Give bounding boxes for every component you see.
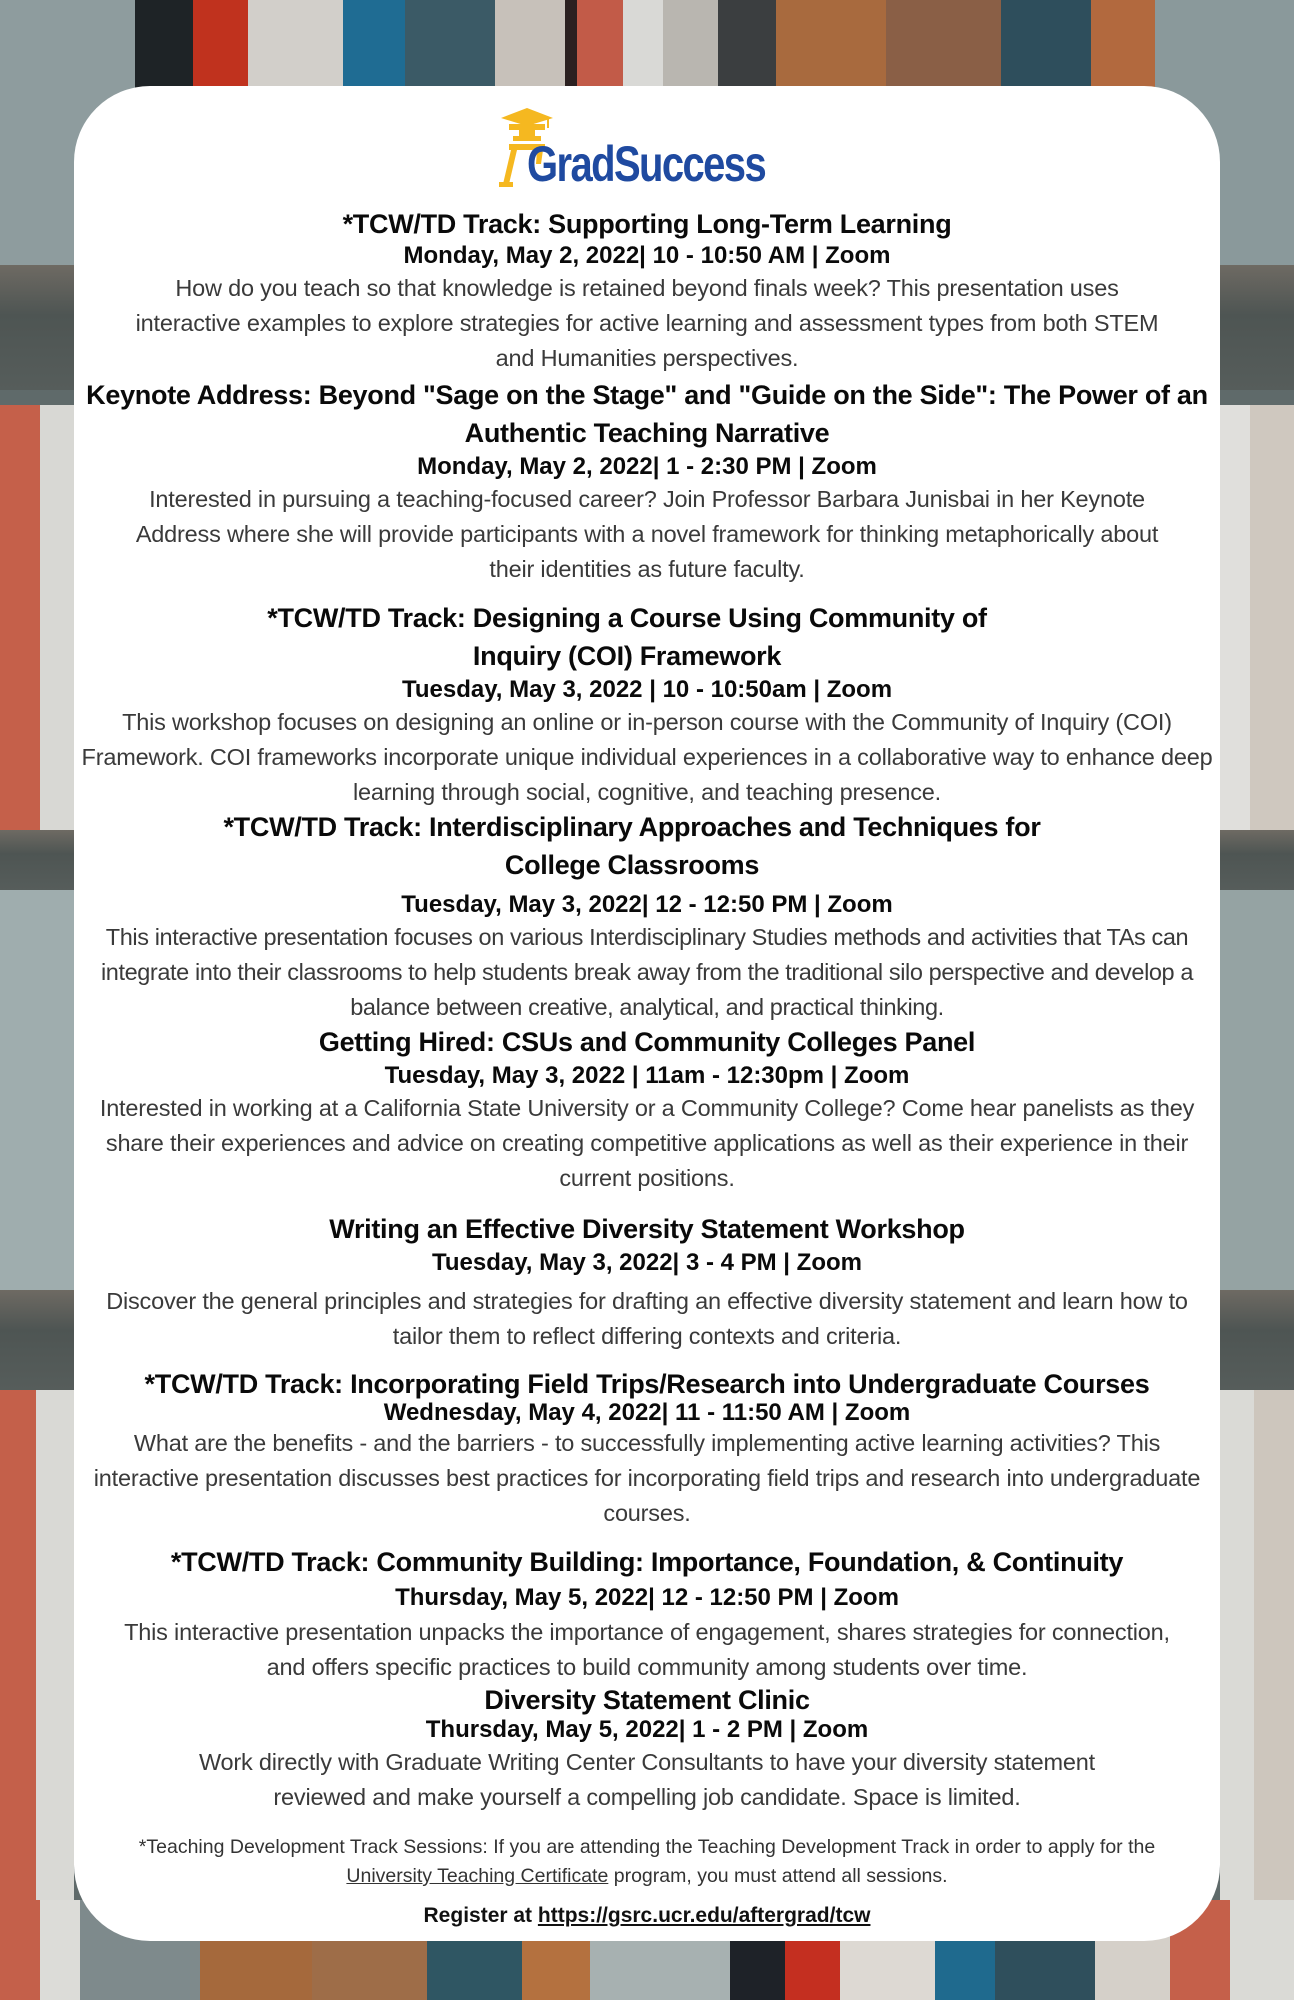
event-item (74, 207, 1220, 376)
event-title: *TCW/TD Track: Interdisciplinary Approaches and Techniques for College Classrooms (223, 812, 1041, 880)
event-flyer-card (74, 86, 1220, 1941)
track-sessions-note (74, 1833, 1220, 1891)
event-title: Writing an Effective Diversity Statement Workshop (329, 1214, 965, 1244)
logo-text: GradSuccess (527, 136, 766, 192)
event-title: Getting Hired: CSUs and Community Colleges Panel (318, 1027, 976, 1057)
event-description: Interested in pursuing a teaching-focused career? Join Professor Barbara Junisbai in her Keynote Address where she will provide participants with a novel framework for thinking metaphorically about their identities as future faculty. (135, 486, 1159, 582)
event-item (74, 1685, 1220, 1815)
event-datetime: Monday, May 2, 2022| 10 - 10:50 AM | Zoom (403, 242, 891, 269)
event-item (74, 1023, 1220, 1196)
event-item (74, 1368, 1220, 1531)
register-line (74, 1901, 1220, 1931)
event-title: *TCW/TD Track: Incorporating Field Trips/Research into Undergraduate Courses (144, 1369, 1150, 1399)
event-description: Work directly with Graduate Writing Center Consultants to have your diversity statement reviewed and make yourself a compelling job candidate. Space is limited. (198, 1749, 1095, 1810)
event-title: *TCW/TD Track: Designing a Course Using Community of Inquiry (COI) Framework (267, 603, 987, 671)
event-item (74, 808, 1220, 1025)
event-datetime: Tuesday, May 3, 2022| 12 - 12:50 PM | Zoom (401, 891, 893, 918)
event-description: How do you teach so that knowledge is retained beyond finals week? This presentation uses interactive examples to explore strategies for active learning and assessment types from both STEM and Humanities perspectives. (135, 275, 1159, 371)
event-description: This interactive presentation unpacks the importance of engagement, shares strategies for connection, and offers specific practices to build community among students over time. (124, 1619, 1170, 1680)
event-description: This workshop focuses on designing an online or in-person course with the Community of Inquiry (COI) Framework. COI frameworks incorporate unique individual experiences in a collaborative way to enhance deep learning through social, cognitive, and teaching presence. (81, 709, 1213, 805)
event-description: What are the benefits - and the barriers - to successfully implementing active learning activities? This interactive presentation discusses best practices for incorporating field trips and research into undergraduate courses. (93, 1430, 1201, 1526)
event-description: Discover the general principles and strategies for drafting an effective diversity statement and learn how to tailor them to reflect differing contexts and criteria. (106, 1288, 1188, 1349)
event-datetime: Thursday, May 5, 2022| 1 - 2 PM | Zoom (425, 1716, 869, 1743)
event-datetime: Tuesday, May 3, 2022| 3 - 4 PM | Zoom (431, 1249, 863, 1276)
event-title: Diversity Statement Clinic (484, 1685, 810, 1715)
note-text: *Teaching Development Track Sessions: If you are attending the Teaching Development Track in order to apply for the (138, 1836, 1156, 1858)
event-datetime: Tuesday, May 3, 2022 | 10 - 10:50am | Zoom (401, 676, 893, 703)
event-description: Interested in working at a California State University or a Community College? Come hear panelists as they share their experiences and advice on creating competitive applications as well as their experience in their current positions. (99, 1095, 1195, 1191)
event-item (74, 376, 1220, 587)
event-description: This interactive presentation focuses on various Interdisciplinary Studies methods and activities that TAs can integrate into their classrooms to help students break away from the traditional silo perspective and develop a balance between creative, analytical, and practical thinking. (100, 924, 1194, 1020)
event-datetime: Wednesday, May 4, 2022| 11 - 11:50 AM | Zoom (383, 1399, 911, 1426)
event-item (74, 1543, 1220, 1685)
event-item (74, 599, 1220, 810)
event-title: *TCW/TD Track: Supporting Long-Term Learning (342, 209, 952, 239)
register-link[interactable]: https://gsrc.ucr.edu/aftergrad/tcw (537, 1904, 871, 1927)
note-text: program, you must attend all sessions. (608, 1865, 948, 1887)
event-title: Keynote Address: Beyond "Sage on the Stage" and "Guide on the Side": The Power of an Authentic Teaching Narrative (86, 380, 1208, 448)
event-datetime: Monday, May 2, 2022| 1 - 2:30 PM | Zoom (417, 453, 877, 480)
event-datetime: Tuesday, May 3, 2022 | 11am - 12:30pm | Zoom (384, 1062, 910, 1089)
event-item (74, 1210, 1220, 1354)
register-label: Register at (423, 1904, 538, 1927)
event-datetime: Thursday, May 5, 2022| 12 - 12:50 PM | Zoom (395, 1584, 899, 1611)
university-teaching-certificate-link[interactable]: University Teaching Certificate (346, 1865, 609, 1887)
event-title: *TCW/TD Track: Community Building: Importance, Foundation, & Continuity (170, 1547, 1124, 1577)
gradsuccess-logo (497, 106, 797, 201)
